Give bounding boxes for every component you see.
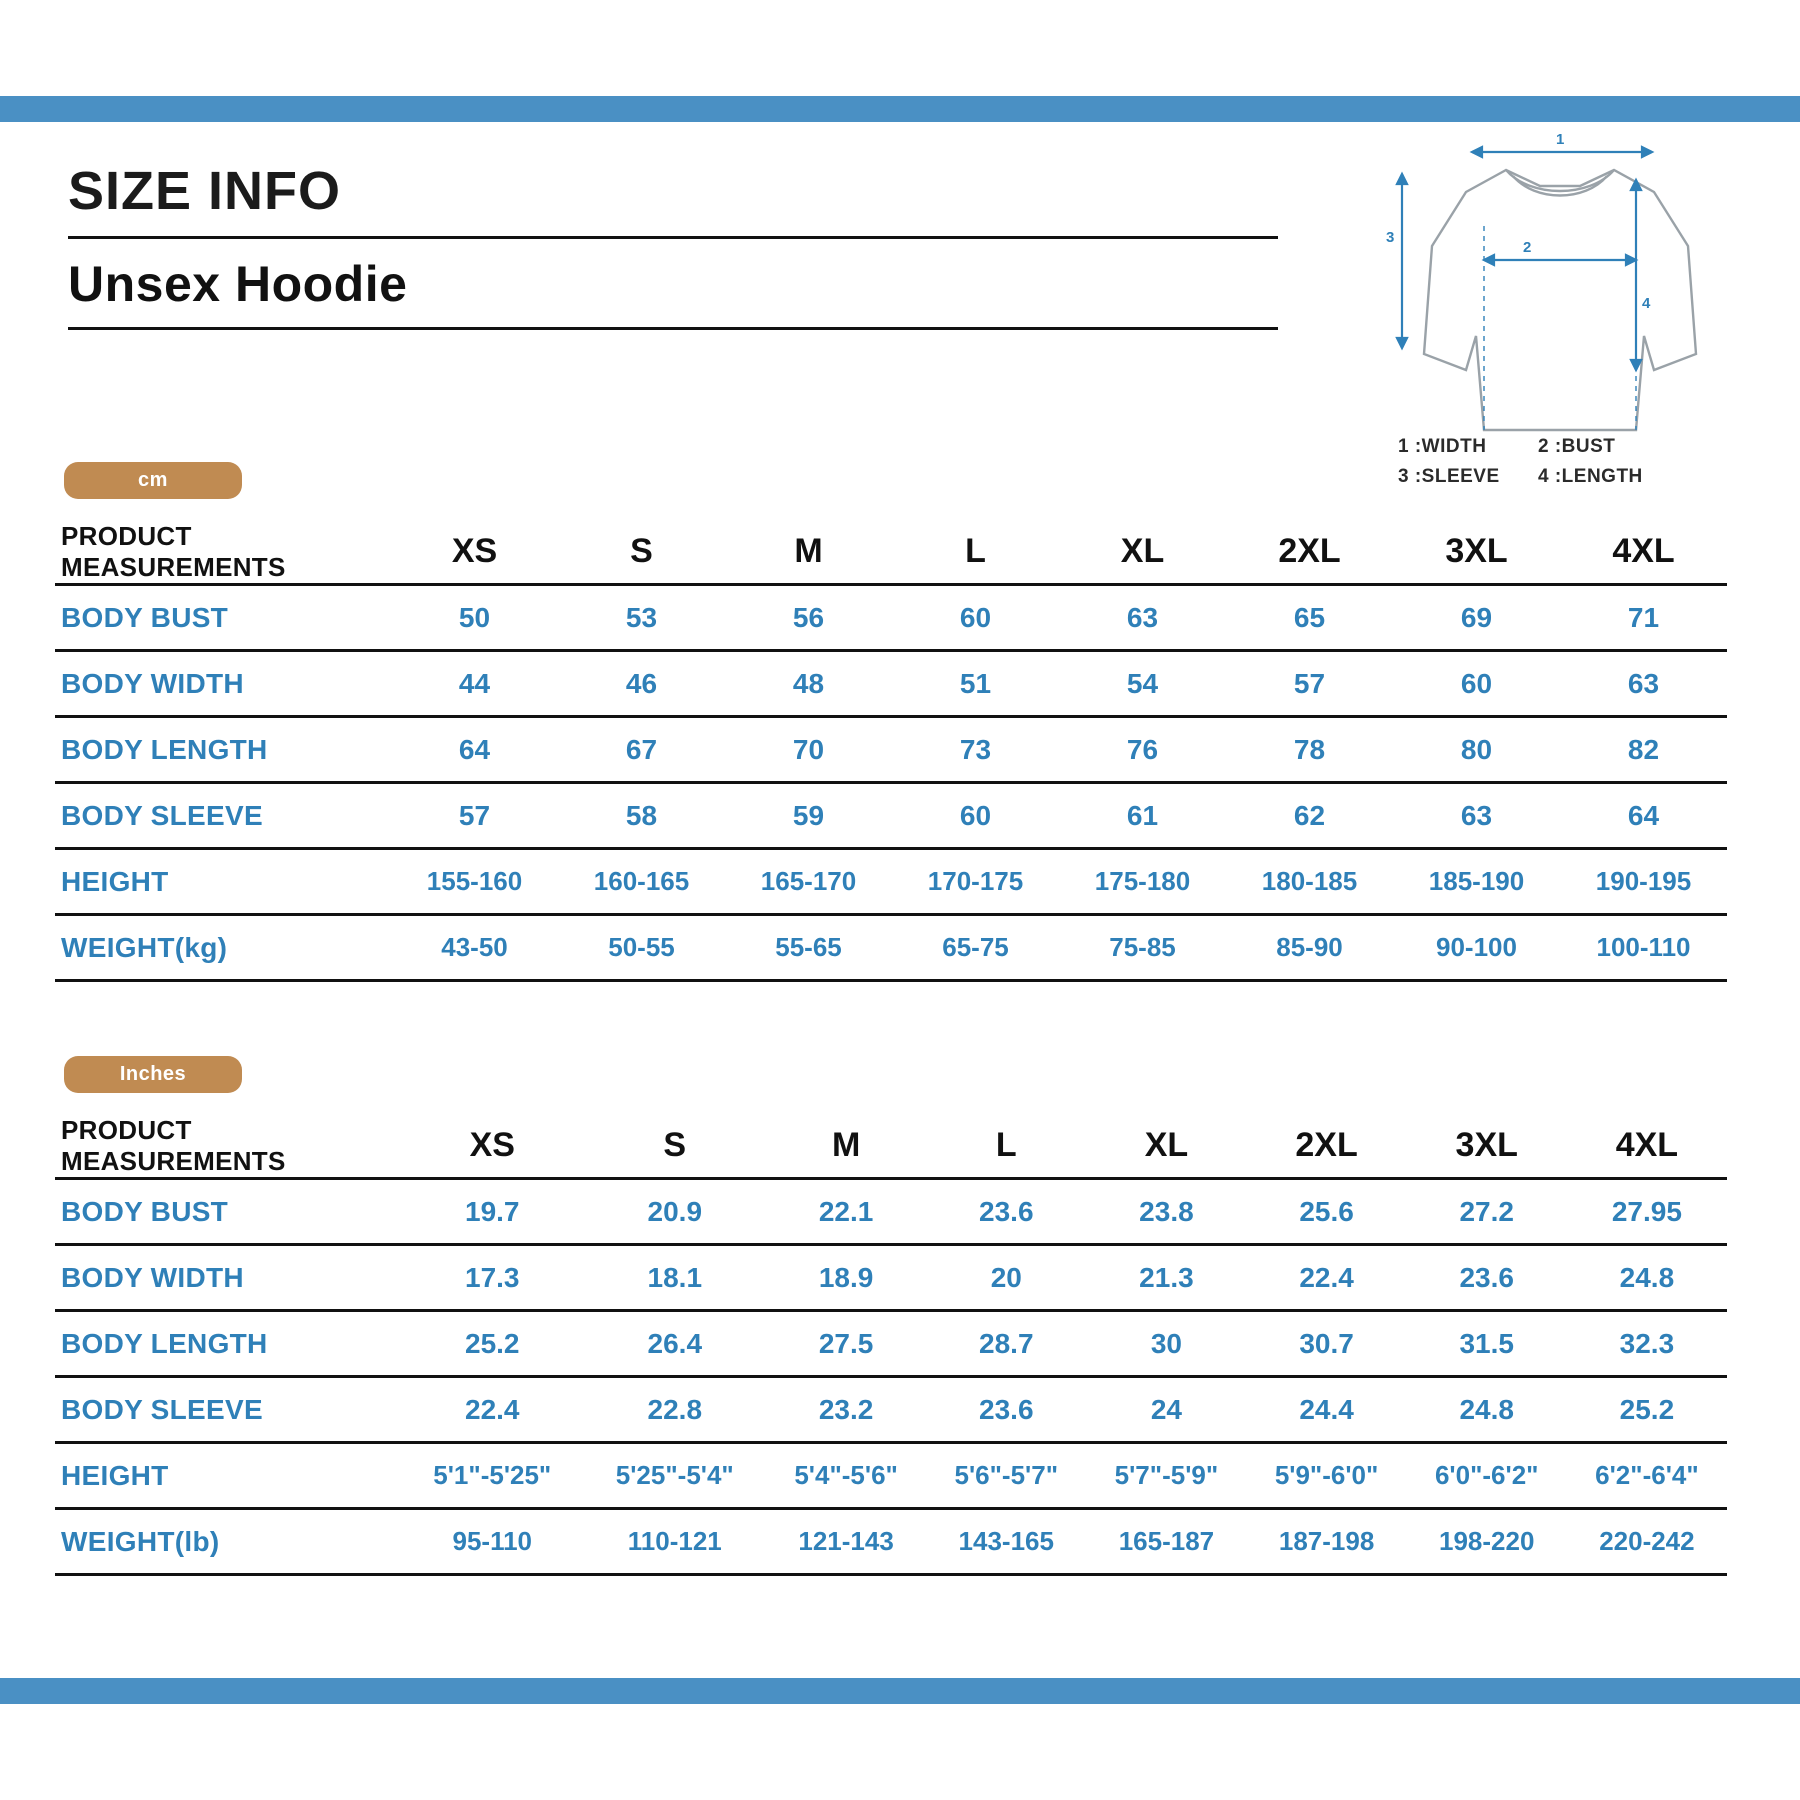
in-sleeve-l: 23.6 bbox=[926, 1377, 1086, 1443]
svg-text:3: 3 bbox=[1386, 229, 1395, 246]
in-weight-m: 121-143 bbox=[766, 1509, 926, 1575]
in-width-3xl: 23.6 bbox=[1407, 1245, 1567, 1311]
in-height-4xl: 6'2"-6'4" bbox=[1567, 1443, 1727, 1509]
in-height-2xl: 5'9"-6'0" bbox=[1247, 1443, 1407, 1509]
cm-bust-s: 53 bbox=[558, 585, 725, 651]
cm-row-label-weight: WEIGHT(kg) bbox=[55, 915, 391, 981]
in-bust-m: 22.1 bbox=[766, 1179, 926, 1245]
cm-width-4xl: 63 bbox=[1560, 651, 1727, 717]
cm-width-l: 51 bbox=[892, 651, 1059, 717]
in-width-xs: 17.3 bbox=[401, 1245, 584, 1311]
bottom-accent-bar bbox=[0, 1678, 1800, 1704]
table-header-row bbox=[55, 1114, 1727, 1179]
unit-badge-cm: cm bbox=[64, 462, 242, 499]
in-bust-s: 20.9 bbox=[584, 1179, 767, 1245]
cm-header-label: PRODUCT MEASUREMENTS bbox=[55, 520, 391, 585]
in-header-xl: XL bbox=[1086, 1114, 1246, 1179]
cm-width-2xl: 57 bbox=[1226, 651, 1393, 717]
in-sleeve-3xl: 24.8 bbox=[1407, 1377, 1567, 1443]
in-weight-3xl: 198-220 bbox=[1407, 1509, 1567, 1575]
legend-length: 4 :LENGTH bbox=[1538, 466, 1643, 487]
table-row bbox=[55, 915, 1727, 981]
legend-row bbox=[1398, 462, 1758, 492]
table-row bbox=[55, 1179, 1727, 1245]
in-row-label-sleeve: BODY SLEEVE bbox=[55, 1377, 401, 1443]
cm-header-m: M bbox=[725, 520, 892, 585]
in-length-l: 28.7 bbox=[926, 1311, 1086, 1377]
cm-bust-xl: 63 bbox=[1059, 585, 1226, 651]
cm-width-xs: 44 bbox=[391, 651, 558, 717]
in-row-label-weight: WEIGHT(lb) bbox=[55, 1509, 401, 1575]
cm-sleeve-l: 60 bbox=[892, 783, 1059, 849]
in-bust-xs: 19.7 bbox=[401, 1179, 584, 1245]
cm-sleeve-xl: 61 bbox=[1059, 783, 1226, 849]
table-row bbox=[55, 783, 1727, 849]
header-block bbox=[68, 160, 1278, 330]
cm-width-xl: 54 bbox=[1059, 651, 1226, 717]
cm-width-3xl: 60 bbox=[1393, 651, 1560, 717]
cm-sleeve-s: 58 bbox=[558, 783, 725, 849]
in-height-3xl: 6'0"-6'2" bbox=[1407, 1443, 1567, 1509]
cm-height-2xl: 180-185 bbox=[1226, 849, 1393, 915]
in-header-m: M bbox=[766, 1114, 926, 1179]
in-weight-xs: 95-110 bbox=[401, 1509, 584, 1575]
cm-sleeve-m: 59 bbox=[725, 783, 892, 849]
in-row-label-height: HEIGHT bbox=[55, 1443, 401, 1509]
cm-height-3xl: 185-190 bbox=[1393, 849, 1560, 915]
table-row bbox=[55, 1311, 1727, 1377]
product-subtitle: Unsex Hoodie bbox=[68, 256, 408, 312]
cm-height-s: 160-165 bbox=[558, 849, 725, 915]
cm-length-m: 70 bbox=[725, 717, 892, 783]
in-length-m: 27.5 bbox=[766, 1311, 926, 1377]
cm-header-3xl: 3XL bbox=[1393, 520, 1560, 585]
in-height-l: 5'6"-5'7" bbox=[926, 1443, 1086, 1509]
cm-length-4xl: 82 bbox=[1560, 717, 1727, 783]
cm-length-l: 73 bbox=[892, 717, 1059, 783]
in-height-xl: 5'7"-5'9" bbox=[1086, 1443, 1246, 1509]
cm-weight-l: 65-75 bbox=[892, 915, 1059, 981]
cm-height-l: 170-175 bbox=[892, 849, 1059, 915]
table-row bbox=[55, 849, 1727, 915]
legend-row bbox=[1398, 432, 1758, 462]
in-width-xl: 21.3 bbox=[1086, 1245, 1246, 1311]
cm-sleeve-4xl: 64 bbox=[1560, 783, 1727, 849]
cm-weight-4xl: 100-110 bbox=[1560, 915, 1727, 981]
table-row bbox=[55, 651, 1727, 717]
cm-bust-l: 60 bbox=[892, 585, 1059, 651]
cm-width-m: 48 bbox=[725, 651, 892, 717]
in-header-s: S bbox=[584, 1114, 767, 1179]
cm-bust-2xl: 65 bbox=[1226, 585, 1393, 651]
cm-header-4xl: 4XL bbox=[1560, 520, 1727, 585]
cm-header-xs: XS bbox=[391, 520, 558, 585]
unit-badge-inches: Inches bbox=[64, 1056, 242, 1093]
table-row bbox=[55, 1377, 1727, 1443]
in-sleeve-xs: 22.4 bbox=[401, 1377, 584, 1443]
in-width-4xl: 24.8 bbox=[1567, 1245, 1727, 1311]
in-weight-xl: 165-187 bbox=[1086, 1509, 1246, 1575]
cm-length-xs: 64 bbox=[391, 717, 558, 783]
cm-sleeve-2xl: 62 bbox=[1226, 783, 1393, 849]
cm-length-s: 67 bbox=[558, 717, 725, 783]
in-weight-4xl: 220-242 bbox=[1567, 1509, 1727, 1575]
cm-sleeve-3xl: 63 bbox=[1393, 783, 1560, 849]
page-title: SIZE INFO bbox=[68, 161, 342, 221]
in-sleeve-4xl: 25.2 bbox=[1567, 1377, 1727, 1443]
inches-size-table bbox=[55, 1114, 1727, 1576]
cm-width-s: 46 bbox=[558, 651, 725, 717]
cm-row-label-height: HEIGHT bbox=[55, 849, 391, 915]
in-header-4xl: 4XL bbox=[1567, 1114, 1727, 1179]
cm-row-label-sleeve: BODY SLEEVE bbox=[55, 783, 391, 849]
in-sleeve-m: 23.2 bbox=[766, 1377, 926, 1443]
in-length-xl: 30 bbox=[1086, 1311, 1246, 1377]
in-weight-2xl: 187-198 bbox=[1247, 1509, 1407, 1575]
legend-width: 1 :WIDTH bbox=[1398, 436, 1487, 457]
table-header-row bbox=[55, 520, 1727, 585]
cm-header-2xl: 2XL bbox=[1226, 520, 1393, 585]
diagram-legend bbox=[1398, 432, 1758, 492]
cm-header-xl: XL bbox=[1059, 520, 1226, 585]
svg-text:1: 1 bbox=[1556, 131, 1565, 148]
svg-text:4: 4 bbox=[1642, 295, 1651, 312]
table-row bbox=[55, 1509, 1727, 1575]
in-header-label: PRODUCT MEASUREMENTS bbox=[55, 1114, 401, 1179]
table-row bbox=[55, 717, 1727, 783]
in-width-m: 18.9 bbox=[766, 1245, 926, 1311]
cm-length-3xl: 80 bbox=[1393, 717, 1560, 783]
in-bust-4xl: 27.95 bbox=[1567, 1179, 1727, 1245]
in-width-l: 20 bbox=[926, 1245, 1086, 1311]
in-header-l: L bbox=[926, 1114, 1086, 1179]
table-row bbox=[55, 1245, 1727, 1311]
in-bust-3xl: 27.2 bbox=[1407, 1179, 1567, 1245]
title-divider bbox=[68, 236, 1278, 239]
cm-length-xl: 76 bbox=[1059, 717, 1226, 783]
cm-height-m: 165-170 bbox=[725, 849, 892, 915]
cm-bust-4xl: 71 bbox=[1560, 585, 1727, 651]
in-bust-2xl: 25.6 bbox=[1247, 1179, 1407, 1245]
cm-row-label-length: BODY LENGTH bbox=[55, 717, 391, 783]
cm-height-4xl: 190-195 bbox=[1560, 849, 1727, 915]
table-row bbox=[55, 585, 1727, 651]
in-weight-l: 143-165 bbox=[926, 1509, 1086, 1575]
cm-weight-s: 50-55 bbox=[558, 915, 725, 981]
cm-height-xl: 175-180 bbox=[1059, 849, 1226, 915]
in-header-2xl: 2XL bbox=[1247, 1114, 1407, 1179]
subtitle-divider bbox=[68, 327, 1278, 330]
in-height-s: 5'25"-5'4" bbox=[584, 1443, 767, 1509]
cm-weight-3xl: 90-100 bbox=[1393, 915, 1560, 981]
cm-length-2xl: 78 bbox=[1226, 717, 1393, 783]
in-sleeve-xl: 24 bbox=[1086, 1377, 1246, 1443]
in-length-s: 26.4 bbox=[584, 1311, 767, 1377]
cm-size-table bbox=[55, 520, 1727, 982]
in-bust-l: 23.6 bbox=[926, 1179, 1086, 1245]
cm-weight-xs: 43-50 bbox=[391, 915, 558, 981]
cm-weight-xl: 75-85 bbox=[1059, 915, 1226, 981]
cm-bust-xs: 50 bbox=[391, 585, 558, 651]
in-row-label-bust: BODY BUST bbox=[55, 1179, 401, 1245]
in-width-s: 18.1 bbox=[584, 1245, 767, 1311]
in-header-xs: XS bbox=[401, 1114, 584, 1179]
cm-height-xs: 155-160 bbox=[391, 849, 558, 915]
legend-bust: 2 :BUST bbox=[1538, 436, 1616, 457]
legend-sleeve: 3 :SLEEVE bbox=[1398, 466, 1500, 487]
cm-weight-2xl: 85-90 bbox=[1226, 915, 1393, 981]
svg-text:2: 2 bbox=[1523, 239, 1532, 256]
table-row bbox=[55, 1443, 1727, 1509]
in-row-label-width: BODY WIDTH bbox=[55, 1245, 401, 1311]
cm-row-label-bust: BODY BUST bbox=[55, 585, 391, 651]
cm-bust-m: 56 bbox=[725, 585, 892, 651]
cm-weight-m: 55-65 bbox=[725, 915, 892, 981]
in-height-m: 5'4"-5'6" bbox=[766, 1443, 926, 1509]
in-header-3xl: 3XL bbox=[1407, 1114, 1567, 1179]
cm-bust-3xl: 69 bbox=[1393, 585, 1560, 651]
in-sleeve-2xl: 24.4 bbox=[1247, 1377, 1407, 1443]
in-length-2xl: 30.7 bbox=[1247, 1311, 1407, 1377]
in-length-4xl: 32.3 bbox=[1567, 1311, 1727, 1377]
in-width-2xl: 22.4 bbox=[1247, 1245, 1407, 1311]
top-accent-bar bbox=[0, 96, 1800, 122]
in-length-xs: 25.2 bbox=[401, 1311, 584, 1377]
hoodie-measurement-diagram bbox=[1380, 130, 1740, 460]
in-height-xs: 5'1"-5'25" bbox=[401, 1443, 584, 1509]
cm-header-s: S bbox=[558, 520, 725, 585]
in-weight-s: 110-121 bbox=[584, 1509, 767, 1575]
in-sleeve-s: 22.8 bbox=[584, 1377, 767, 1443]
cm-sleeve-xs: 57 bbox=[391, 783, 558, 849]
in-row-label-length: BODY LENGTH bbox=[55, 1311, 401, 1377]
in-length-3xl: 31.5 bbox=[1407, 1311, 1567, 1377]
cm-row-label-width: BODY WIDTH bbox=[55, 651, 391, 717]
in-bust-xl: 23.8 bbox=[1086, 1179, 1246, 1245]
cm-header-l: L bbox=[892, 520, 1059, 585]
